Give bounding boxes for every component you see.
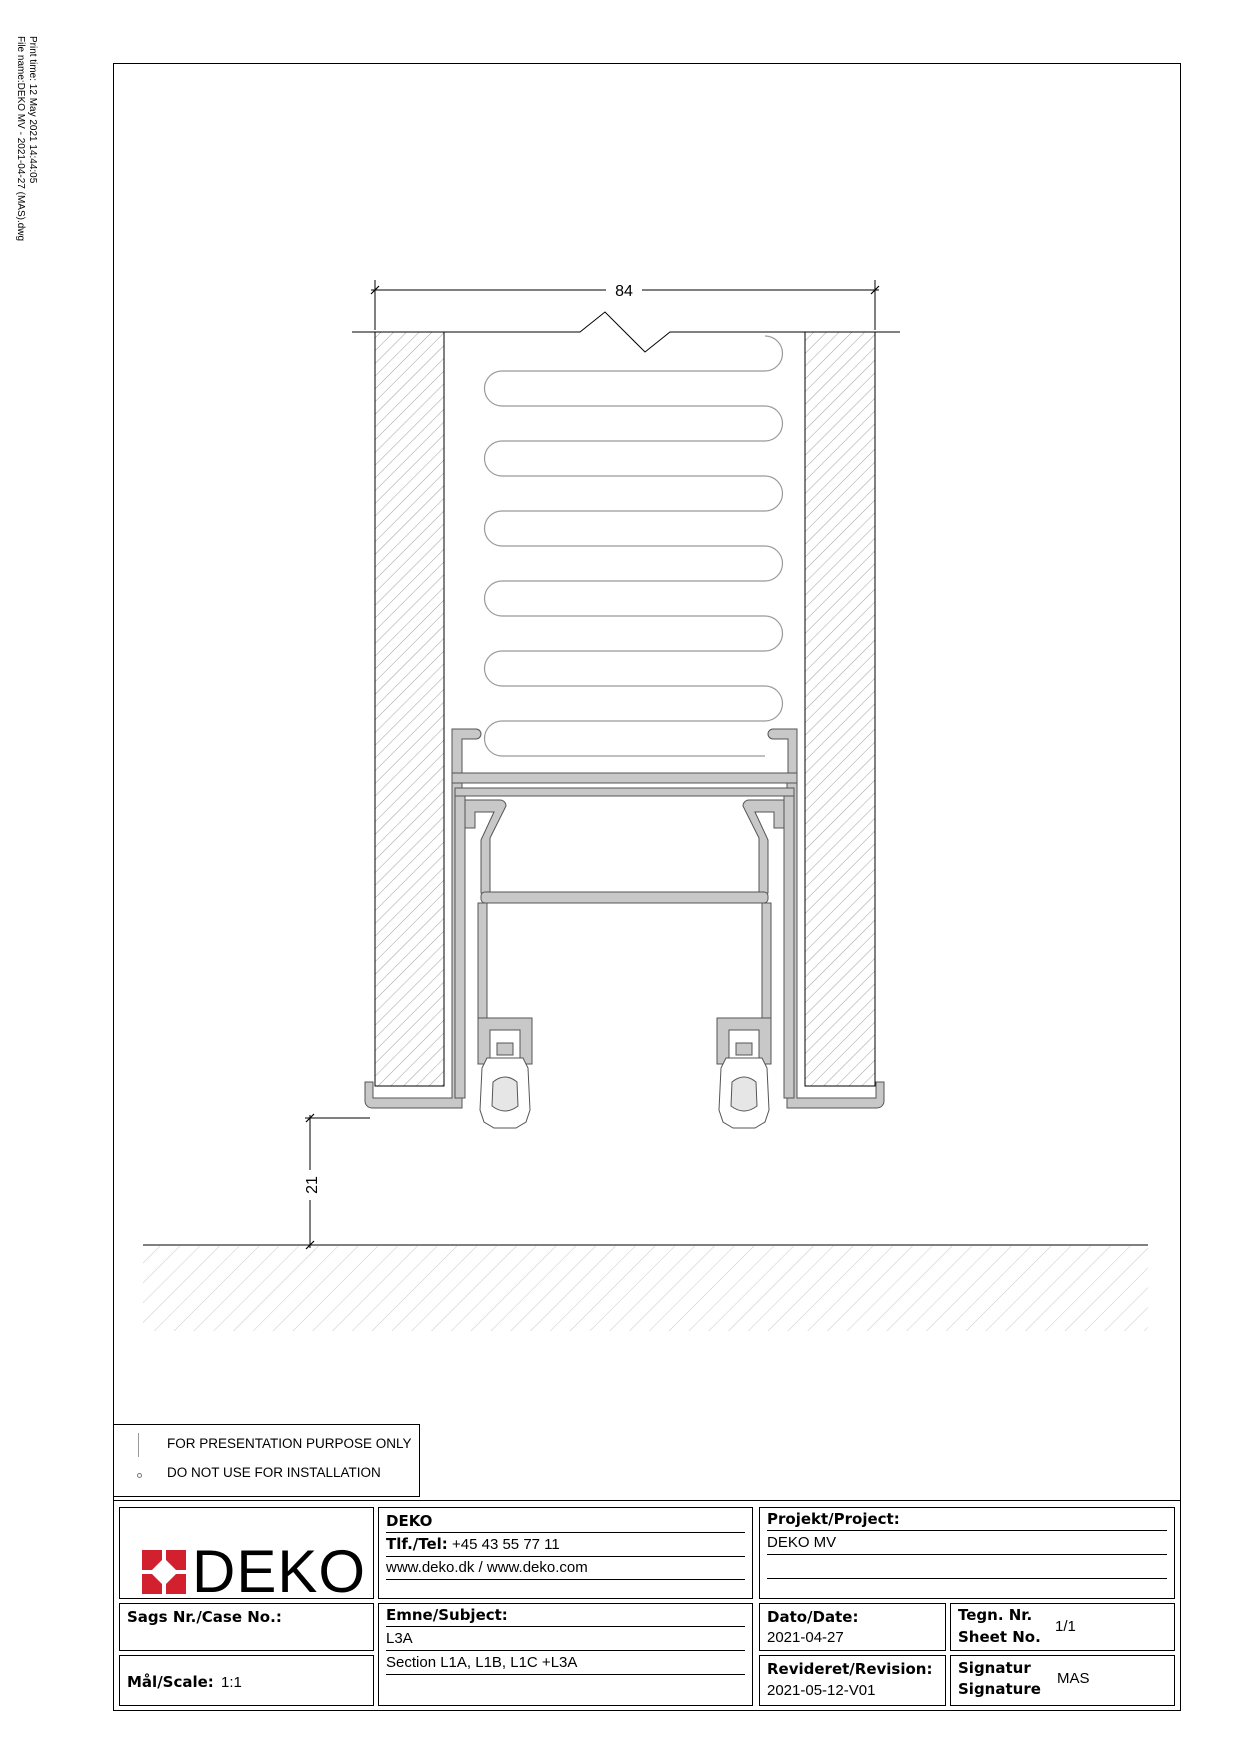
signature-label-1: Signatur [958, 1659, 1031, 1677]
project-value: DEKO MV [767, 1534, 837, 1551]
inner-left-post [455, 796, 465, 1098]
sheet-cell [950, 1603, 1175, 1651]
left-wall [375, 332, 444, 1086]
notice-line-1: FOR PRESENTATION PURPOSE ONLY [167, 1436, 412, 1451]
subject-line-2: Section L1A, L1B, L1C +L3A [386, 1654, 578, 1671]
company-website[interactable]: www.deko.dk / www.deko.com [386, 1559, 588, 1576]
middle-bar [481, 892, 768, 903]
deko-logo-icon [142, 1550, 186, 1594]
dimension-width [371, 280, 879, 330]
right-seal-holder [717, 1018, 771, 1064]
dimension-width-label: 84 [615, 283, 633, 300]
notice-line-2: DO NOT USE FOR INSTALLATION [167, 1465, 381, 1480]
date-value: 2021-04-27 [767, 1629, 844, 1646]
right-clip [743, 800, 784, 893]
company-name: DEKO [386, 1512, 433, 1530]
inner-right-post [784, 796, 794, 1098]
case-cell [119, 1603, 374, 1651]
floor [143, 1245, 1148, 1331]
subject-line-1: L3A [386, 1630, 413, 1647]
signature-cell [950, 1655, 1175, 1706]
signature-label-2: Signature [958, 1680, 1041, 1698]
top-channel-right [768, 729, 797, 773]
deko-logo-text: DEKO [192, 1538, 367, 1605]
tel-value: +45 43 55 77 11 [452, 1536, 560, 1553]
inner-beam [455, 788, 794, 796]
top-channel-bottom [452, 773, 797, 783]
scale-label: Mål/Scale: [127, 1673, 214, 1691]
tel-label: Tlf./Tel: [386, 1535, 448, 1553]
left-leg [478, 903, 487, 1018]
date-cell [759, 1603, 946, 1651]
deko-logo [142, 1538, 367, 1605]
print-time: Print time: 12 May 2021 14:44:05 [27, 36, 38, 184]
revision-value: 2021-05-12-V01 [767, 1682, 876, 1699]
notice-marker-line [138, 1433, 139, 1457]
company-cell [378, 1507, 753, 1599]
scale-cell [119, 1655, 374, 1706]
subject-label: Emne/Subject: [386, 1606, 508, 1624]
sheet-label-1: Tegn. Nr. [958, 1606, 1033, 1624]
title-block [113, 1500, 1181, 1712]
project-cell [759, 1507, 1175, 1599]
project-label: Projekt/Project: [767, 1510, 900, 1528]
subject-cell [378, 1603, 753, 1706]
right-leg [762, 903, 771, 1018]
logo-cell [119, 1507, 374, 1605]
notice-marker-dot [137, 1473, 142, 1478]
scale-value: 1:1 [221, 1674, 242, 1691]
sheet-value: 1/1 [1055, 1618, 1076, 1635]
insulation [485, 336, 783, 756]
file-name: File name:DEKO MV - 2021-04-27 (MAS).dwg [15, 36, 26, 242]
sheet-label-2: Sheet No. [958, 1628, 1041, 1646]
left-clip [465, 800, 506, 893]
dimension-gap [300, 1114, 370, 1249]
right-wall [805, 332, 875, 1086]
left-seal-holder [478, 1018, 532, 1064]
presentation-notice [113, 1424, 420, 1497]
revision-label: Revideret/Revision: [767, 1660, 933, 1678]
top-channel-left [452, 729, 481, 773]
dimension-gap-label: 21 [304, 1176, 321, 1194]
revision-cell [759, 1655, 946, 1706]
case-label: Sags Nr./Case No.: [127, 1608, 282, 1626]
signature-value: MAS [1057, 1670, 1090, 1687]
date-label: Dato/Date: [767, 1608, 859, 1626]
